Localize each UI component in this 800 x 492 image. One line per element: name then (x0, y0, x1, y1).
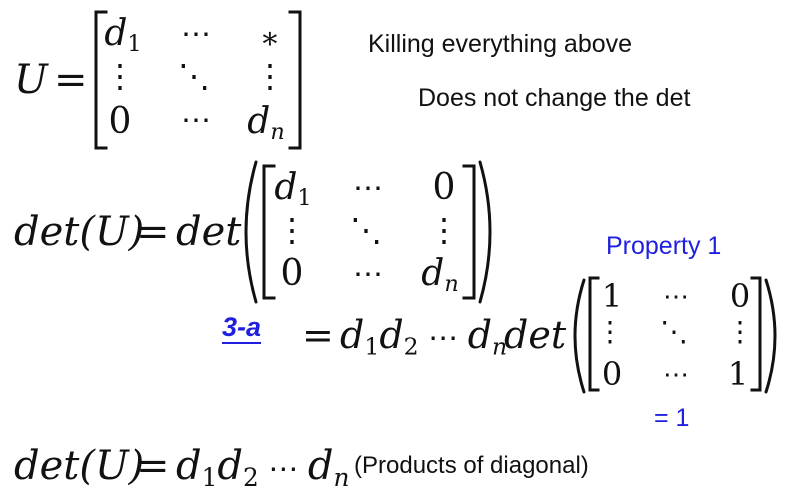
equals-sign: = (302, 313, 334, 357)
left-paren (236, 160, 258, 304)
matrix-right-bracket (288, 12, 302, 148)
equals-sign: = (54, 57, 88, 103)
matrix-cell: ⋯ (353, 171, 383, 206)
matrix-cell: ⋯ (663, 282, 689, 312)
equals-sign: = (136, 209, 170, 255)
matrix-cell: ⋯ (181, 17, 211, 52)
matrix-cell: 1 (601, 277, 623, 315)
property-1-label: Property 1 (606, 232, 722, 260)
matrix-cell: ⋯ (181, 103, 211, 138)
rule-3a-tag: 3-a (222, 312, 262, 342)
equals-sign: = (136, 443, 170, 489)
matrix-cell: 0 (280, 253, 304, 294)
matrix-cell: $d_n$ (421, 253, 459, 298)
matrix-cell: 0 (601, 355, 623, 393)
matrix-cell: ⋱ (350, 211, 382, 249)
matrix-cell: ⋮ (428, 211, 460, 249)
note-no-change: Does not change the det (418, 84, 691, 112)
matrix-cell: ⋮ (254, 57, 286, 95)
matrix-cell: ⋮ (104, 57, 136, 95)
products-of-diagonal-note: (Products of diagonal) (354, 452, 589, 479)
matrix-cell: ∗ (259, 21, 281, 56)
matrix-cell: $d_1$ (274, 167, 312, 212)
matrix-cell: ⋯ (353, 257, 383, 292)
det-function: det (176, 209, 242, 255)
matrix-cell: $d_n$ (247, 101, 285, 146)
matrix-cell: 0 (729, 277, 751, 315)
det-u-lhs: det(U) (14, 209, 145, 255)
matrix-cell: $d_1$ (104, 13, 142, 58)
matrix-cell: ⋱ (660, 315, 688, 348)
left-paren (566, 278, 586, 394)
right-paren (478, 160, 500, 304)
matrix-cell: 0 (108, 101, 132, 142)
diagonal-product: $d_1d_2$ ⋯ $d_n$ (340, 313, 508, 361)
matrix-cell: ⋱ (178, 57, 210, 95)
det-function: det (504, 313, 567, 357)
right-paren (764, 278, 784, 394)
equals-one-label: = 1 (654, 404, 690, 432)
diagonal-product: $d_1d_2$ ⋯ $d_n$ (176, 443, 350, 492)
matrix-cell: ⋮ (276, 211, 308, 249)
det-u-lhs: det(U) (14, 443, 145, 489)
note-killing: Killing everything above (368, 30, 633, 58)
variable-u: U (14, 57, 48, 103)
matrix-cell: ⋯ (663, 360, 689, 390)
matrix-cell: ⋮ (726, 315, 754, 348)
matrix-cell: 0 (432, 167, 456, 208)
matrix-cell: ⋮ (596, 315, 624, 348)
matrix-cell: 1 (727, 355, 749, 393)
matrix-right-bracket (462, 166, 476, 298)
